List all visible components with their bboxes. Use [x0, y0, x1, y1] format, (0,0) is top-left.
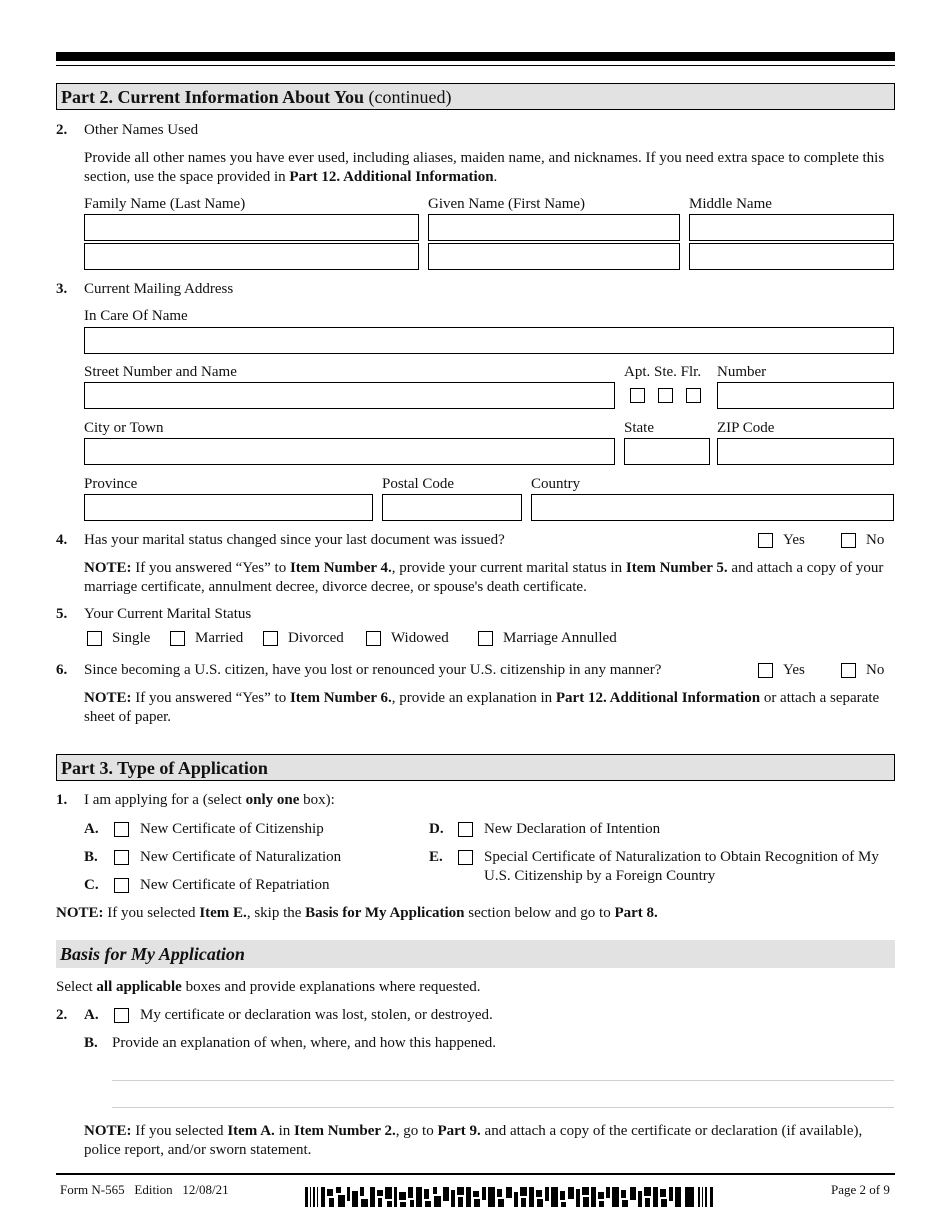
item6-yes-label: Yes: [783, 662, 805, 678]
basis-instr-end: boxes and provide explanations where requested.: [181, 979, 481, 995]
item6-no-checkbox[interactable]: [841, 663, 856, 678]
note-text: or attach a separate sheet of paper.: [84, 690, 880, 725]
province-label: Province: [84, 476, 138, 492]
annulled-label: Marriage Annulled: [503, 630, 617, 646]
part3-q1-number: 1.: [56, 792, 68, 808]
lost-stolen-label: My certificate or declaration was lost, stolen, or destroyed.: [140, 1007, 493, 1023]
item2-instr-part12: Part 12. Additional Information: [289, 169, 494, 185]
note-label: NOTE:: [84, 690, 132, 706]
item3-number: 3.: [56, 281, 68, 297]
explanation-line-1[interactable]: [112, 1080, 894, 1081]
note-text: , provide an explanation in: [391, 690, 556, 706]
item6-question: Since becoming a U.S. citizen, have you lost or renounced your U.S. citizenship in any manner?: [84, 662, 662, 678]
apt-label: Apt. Ste. Flr.: [624, 364, 702, 380]
part3-q1-text: [84, 791, 335, 810]
basis-instr-bold: all applicable: [96, 979, 182, 995]
widowed-checkbox[interactable]: [366, 631, 381, 646]
basis-instructions: [56, 978, 481, 997]
number-label: Number: [717, 364, 767, 380]
note-text: If you selected: [103, 905, 200, 921]
note-label: NOTE:: [56, 905, 104, 921]
note-text: and attach a copy of your marriage certificate, annulment decree, divorce decree, or spouse's death certificate.: [84, 560, 884, 595]
note-ref: Item Number 4.: [289, 560, 392, 576]
opt-a-label: New Certificate of Citizenship: [140, 821, 324, 837]
footer-rule: [56, 1173, 895, 1175]
note-text: If you answered “Yes” to: [131, 690, 290, 706]
city-field[interactable]: [84, 438, 615, 465]
barcode-bars: [305, 1187, 713, 1207]
item2-instr-end: .: [493, 169, 498, 185]
item5-label: Your Current Marital Status: [84, 606, 252, 622]
note-text: , provide your current marital status in: [391, 560, 626, 576]
married-checkbox[interactable]: [170, 631, 185, 646]
item4-no-checkbox[interactable]: [841, 533, 856, 548]
opt-e-label: Special Certificate of Naturalization to Obtain Recognition of My U.S. Citizenship by a Foreign Country: [484, 849, 879, 884]
basis-header: Basis for My Application: [56, 940, 895, 968]
item2-instructions: [84, 149, 894, 187]
divorced-checkbox[interactable]: [263, 631, 278, 646]
part2-title: Part 2. Current Information About You: [61, 87, 365, 107]
part3-header: [56, 754, 895, 781]
note-text: and attach a copy of the certificate or declaration (if available), police report, and/or sworn statement.: [84, 1123, 863, 1158]
opt-d-label: New Declaration of Intention: [484, 821, 661, 837]
opt-b-letter: B.: [84, 849, 98, 865]
given-name-label: Given Name (First Name): [428, 196, 586, 212]
note-text: If you selected: [131, 1123, 228, 1139]
province-field[interactable]: [84, 494, 373, 521]
note-text: section below and go to: [464, 905, 615, 921]
top-rule-thick: [56, 52, 895, 61]
family-name-field-2[interactable]: [84, 243, 419, 270]
note-text: in: [274, 1123, 294, 1139]
opt-d-letter: D.: [429, 821, 444, 837]
part3-title: Part 3. Type of Application: [61, 758, 268, 778]
apt-number-field[interactable]: [717, 382, 894, 409]
item4-yes-checkbox[interactable]: [758, 533, 773, 548]
note-text: , skip the: [246, 905, 306, 921]
item4-yes-label: Yes: [783, 532, 805, 548]
item6-number: 6.: [56, 662, 68, 678]
annulled-checkbox[interactable]: [478, 631, 493, 646]
item4-no-label: No: [866, 532, 885, 548]
basis-b-letter: B.: [84, 1035, 98, 1051]
item6-no-label: No: [866, 662, 885, 678]
item4-question: Has your marital status changed since your last document was issued?: [84, 532, 505, 548]
part2-title-suffix: (continued): [368, 87, 452, 107]
opt-e-letter: E.: [429, 849, 443, 865]
item3-label: Current Mailing Address: [84, 281, 234, 297]
opt-b-checkbox[interactable]: [114, 850, 129, 865]
item6-note: [84, 689, 894, 727]
single-checkbox[interactable]: [87, 631, 102, 646]
basis-a-letter: A.: [84, 1007, 99, 1023]
basis-note: [84, 1122, 894, 1160]
single-label: Single: [112, 630, 151, 646]
state-select[interactable]: [624, 438, 710, 465]
city-label: City or Town: [84, 420, 164, 436]
note-label: NOTE:: [84, 1123, 132, 1139]
given-name-field-2[interactable]: [428, 243, 680, 270]
q1-text: I am applying for a (select: [84, 792, 246, 808]
street-field[interactable]: [84, 382, 615, 409]
middle-name-field-1[interactable]: [689, 214, 894, 241]
item2-instr-text: Provide all other names you have ever used, including aliases, maiden name, and nicknames. If you need extra space to complete this section, use the space provided in: [84, 150, 885, 185]
item6-yes-checkbox[interactable]: [758, 663, 773, 678]
item2-number: 2.: [56, 122, 68, 138]
care-of-label: In Care Of Name: [84, 308, 188, 324]
note-text: If you answered “Yes” to: [131, 560, 290, 576]
note-ref: Item Number 5.: [625, 560, 728, 576]
basis-q2-number: 2.: [56, 1007, 68, 1023]
divorced-label: Divorced: [288, 630, 344, 646]
postal-label: Postal Code: [382, 476, 455, 492]
part3-note: [56, 904, 658, 923]
family-name-field-1[interactable]: [84, 214, 419, 241]
item4-note: [84, 559, 894, 597]
note-text: , go to: [395, 1123, 438, 1139]
q1-only-one: only one: [245, 792, 300, 808]
apt-checkbox[interactable]: [630, 388, 645, 403]
item2-label: Other Names Used: [84, 122, 199, 138]
middle-name-field-2[interactable]: [689, 243, 894, 270]
family-name-label: Family Name (Last Name): [84, 196, 246, 212]
item4-number: 4.: [56, 532, 68, 548]
note-ref: Item E.: [199, 905, 247, 921]
country-field[interactable]: [531, 494, 894, 521]
ste-checkbox[interactable]: [658, 388, 673, 403]
opt-a-letter: A.: [84, 821, 99, 837]
basis-instr-text: Select: [56, 979, 97, 995]
country-label: Country: [531, 476, 581, 492]
lost-stolen-checkbox[interactable]: [114, 1008, 129, 1023]
item5-number: 5.: [56, 606, 68, 622]
note-ref: Item A.: [227, 1123, 275, 1139]
given-name-field-1[interactable]: [428, 214, 680, 241]
part2-header: [56, 83, 895, 110]
opt-b-label: New Certificate of Naturalization: [140, 849, 342, 865]
street-label: Street Number and Name: [84, 364, 237, 380]
top-rule-thin: [56, 65, 895, 66]
form-edition: Form N-565 Edition 12/08/21: [60, 1182, 229, 1197]
care-of-field[interactable]: [84, 327, 894, 354]
opt-c-checkbox[interactable]: [114, 878, 129, 893]
married-label: Married: [195, 630, 244, 646]
zip-label: ZIP Code: [717, 420, 775, 436]
flr-checkbox[interactable]: [686, 388, 701, 403]
note-ref: Part 12. Additional Information: [555, 690, 761, 706]
note-label: NOTE:: [84, 560, 132, 576]
basis-b-label: Provide an explanation of when, where, and how this happened.: [112, 1035, 497, 1051]
page-number: Page 2 of 9: [831, 1182, 890, 1197]
widowed-label: Widowed: [391, 630, 449, 646]
note-ref: Basis for My Application: [305, 905, 465, 921]
barcode: [305, 1187, 713, 1207]
q1-text-end: box):: [299, 792, 335, 808]
note-ref: Item Number 2.: [293, 1123, 396, 1139]
zip-field[interactable]: [717, 438, 894, 465]
opt-c-label: New Certificate of Repatriation: [140, 877, 330, 893]
postal-field[interactable]: [382, 494, 522, 521]
explanation-line-2[interactable]: [112, 1107, 894, 1108]
note-ref: Item Number 6.: [289, 690, 392, 706]
opt-c-letter: C.: [84, 877, 99, 893]
middle-name-label: Middle Name: [689, 196, 772, 212]
note-ref: Part 9.: [437, 1123, 481, 1139]
state-label: State: [624, 420, 654, 436]
opt-e-checkbox[interactable]: [458, 850, 473, 865]
opt-a-checkbox[interactable]: [114, 822, 129, 837]
note-ref: Part 8.: [614, 905, 658, 921]
opt-d-checkbox[interactable]: [458, 822, 473, 837]
